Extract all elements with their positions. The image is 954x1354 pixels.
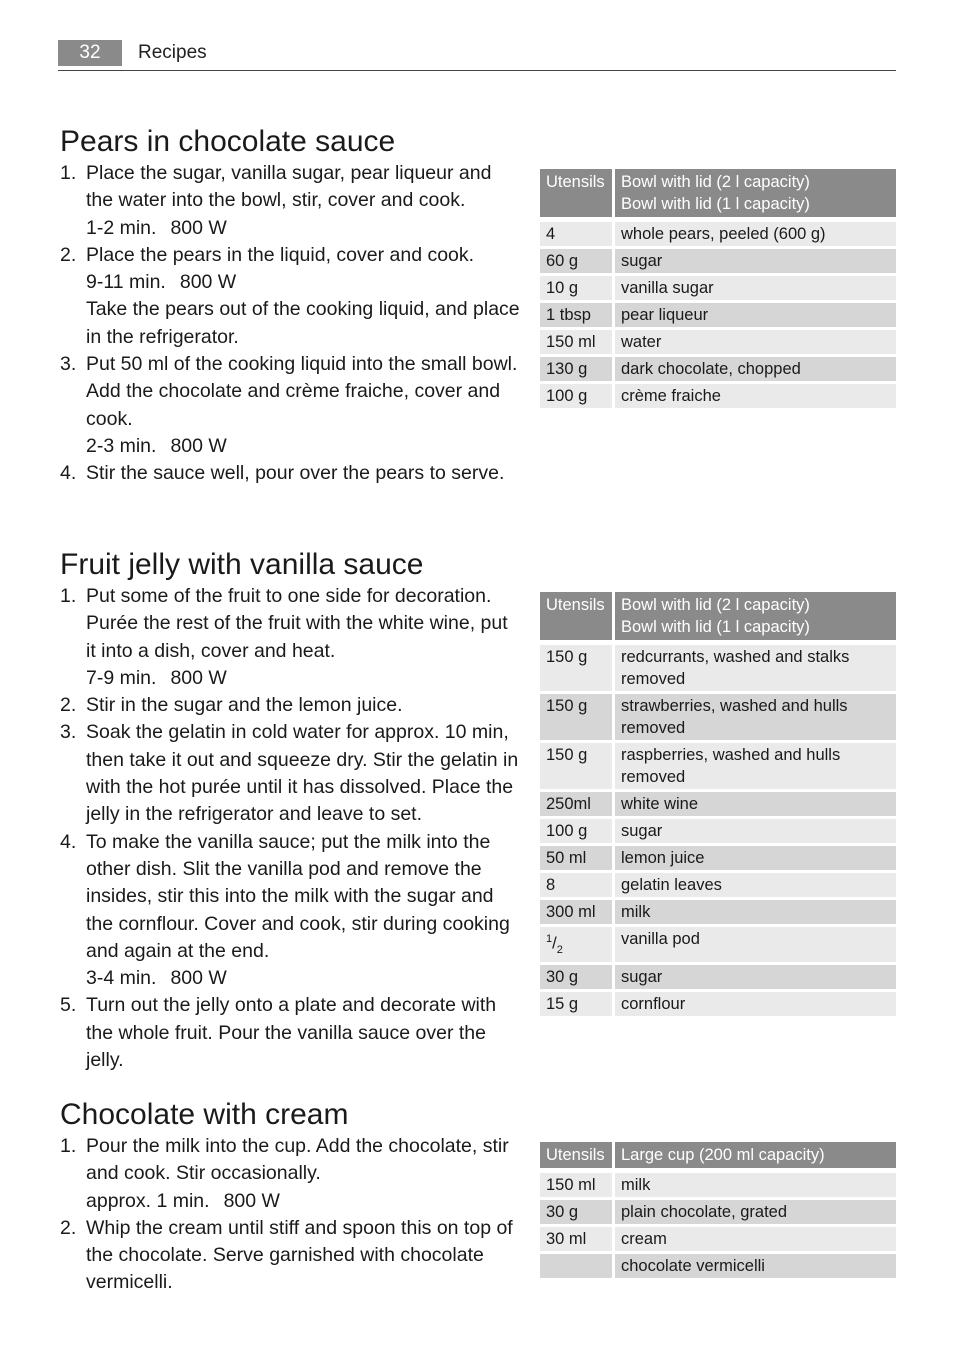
utensils-header: [540, 169, 896, 217]
ingredient-qty: 15 g: [540, 992, 612, 1016]
recipe-title: Pears in chocolate sauce: [60, 125, 396, 158]
time-value: 2-3 min.: [86, 434, 157, 457]
ingredient-item: lemon juice: [615, 846, 896, 870]
utensil: Large cup (200 ml capacity): [621, 1146, 825, 1164]
ingredient-row: [540, 900, 896, 924]
ingredient-row: [540, 249, 896, 273]
time-value: 9-11 min.: [86, 271, 166, 294]
recipe-title: Chocolate with cream: [60, 1098, 349, 1131]
step-number: 1.: [60, 1135, 77, 1157]
ingredient-qty: $^1/_2$: [540, 927, 612, 962]
ingredient-item: cream: [615, 1227, 896, 1251]
ingredient-row: [540, 1227, 896, 1251]
ingredient-qty: 100 g: [540, 819, 612, 843]
ingredient-row: [540, 965, 896, 989]
step-number: 1.: [60, 162, 77, 184]
ingredients-table: [540, 592, 896, 1019]
ingredient-item: sugar: [615, 249, 896, 273]
ingredient-qty: 150 g: [540, 694, 612, 740]
time-value: 3-4 min.: [86, 967, 157, 990]
step-number: 5.: [60, 994, 77, 1017]
cooking-time: [86, 665, 522, 692]
ingredient-item: pear liqueur: [615, 303, 896, 327]
power-value: 800 W: [170, 434, 227, 457]
step-text: Pour the milk into the cup. Add the chocolate, stir and cook. Stir occasionally.: [86, 1135, 509, 1185]
utensil: Bowl with lid (1 l capacity): [621, 618, 810, 636]
ingredient-row: [540, 846, 896, 870]
step-text: Stir in the sugar and the lemon juice.: [86, 694, 403, 717]
recipe-step: [60, 460, 522, 487]
step-text: Put 50 ml of the cooking liquid into the small bowl. Add the chocolate and crème fraiche, cover and cook.: [86, 353, 518, 430]
step-text: Stir the sauce well, pour over the pears to serve.: [86, 462, 505, 485]
utensil: Bowl with lid (2 l capacity): [621, 173, 810, 191]
ingredient-row: [540, 927, 896, 962]
utensils-list: [615, 1142, 896, 1168]
time-value: 7-9 min.: [86, 666, 157, 689]
recipe-steps: [60, 160, 522, 488]
ingredients-table: [540, 169, 896, 411]
step-text: Soak the gelatin in cold water for approx. 10 min, then take it out and squeeze dry. Stir the gelatin in with the hot purée until it has dissolved. Place the jelly in the refrigerator and leave to set.: [86, 721, 519, 826]
ingredient-qty: 150 ml: [540, 330, 612, 354]
utensil: Bowl with lid (1 l capacity): [621, 195, 810, 213]
recipe-step: [60, 242, 522, 351]
recipe-step: [60, 992, 522, 1074]
ingredient-item: plain chocolate, grated: [615, 1200, 896, 1224]
ingredient-row: [540, 694, 896, 740]
ingredient-qty: 10 g: [540, 276, 612, 300]
ingredient-item: whole pears, peeled (600 g): [615, 222, 896, 246]
ingredient-row: [540, 743, 896, 789]
ingredient-item: white wine: [615, 792, 896, 816]
ingredient-item: chocolate vermicelli: [615, 1254, 896, 1278]
step-number: 1.: [60, 585, 77, 607]
section-title: Recipes: [138, 42, 207, 63]
ingredient-row: [540, 357, 896, 381]
recipe-title: Fruit jelly with vanilla sauce: [60, 548, 424, 581]
ingredient-row: [540, 303, 896, 327]
step-number: 2.: [60, 1216, 77, 1239]
ingredient-row: [540, 992, 896, 1016]
cooking-time: [86, 269, 522, 296]
fraction-numerator: 1: [546, 933, 553, 945]
ingredient-row: [540, 276, 896, 300]
cooking-time: [86, 433, 522, 460]
utensils-list: [615, 592, 896, 640]
ingredient-qty: 130 g: [540, 357, 612, 381]
ingredient-item: vanilla pod: [615, 927, 896, 962]
ingredient-qty: 60 g: [540, 249, 612, 273]
ingredient-qty: 150 ml: [540, 1173, 612, 1197]
ingredient-item: milk: [615, 900, 896, 924]
ingredients-table: [540, 1142, 896, 1281]
ingredient-qty: 300 ml: [540, 900, 612, 924]
ingredient-qty: 4: [540, 222, 612, 246]
ingredient-qty: 8: [540, 873, 612, 897]
cooking-time: [86, 965, 522, 992]
ingredient-item: strawberries, washed and hulls removed: [615, 694, 896, 740]
time-value: approx. 1 min.: [86, 1189, 210, 1212]
ingredient-item: raspberries, washed and hulls removed: [615, 743, 896, 789]
step-text: Place the pears in the liquid, cover and cook.: [86, 243, 475, 266]
ingredient-row: [540, 1200, 896, 1224]
ingredient-item: cornflour: [615, 992, 896, 1016]
ingredient-rows: [540, 222, 896, 408]
cooking-time: [86, 1188, 522, 1215]
recipe-step: [60, 1215, 522, 1297]
utensils-label: Utensils: [540, 169, 612, 217]
cooking-time: [86, 215, 522, 242]
page-number: 32: [58, 40, 122, 66]
ingredient-item: water: [615, 330, 896, 354]
ingredient-qty: 1 tbsp: [540, 303, 612, 327]
step-text: Turn out the jelly onto a plate and decorate with the whole fruit. Pour the vanilla sauce over the jelly.: [86, 994, 497, 1072]
ingredient-qty: 250ml: [540, 792, 612, 816]
time-value: 1-2 min.: [86, 216, 157, 239]
step-number: 3.: [60, 353, 77, 376]
ingredient-qty: 30 g: [540, 965, 612, 989]
ingredient-qty: 50 ml: [540, 846, 612, 870]
step-text: Whip the cream until stiff and spoon this on top of the chocolate. Serve garnished with chocolate vermicelli.: [86, 1216, 513, 1294]
page-header: [58, 40, 896, 71]
step-number: 2.: [60, 694, 77, 717]
recipe-steps: [60, 1133, 522, 1297]
ingredient-qty: 100 g: [540, 384, 612, 408]
utensils-header: [540, 1142, 896, 1168]
recipe-step: [60, 583, 522, 692]
ingredient-rows: [540, 1173, 896, 1278]
power-value: 800 W: [179, 271, 237, 294]
utensils-label: Utensils: [540, 592, 612, 640]
ingredient-row: [540, 792, 896, 816]
ingredient-item: dark chocolate, chopped: [615, 357, 896, 381]
ingredient-rows: [540, 645, 896, 1016]
ingredient-item: vanilla sugar: [615, 276, 896, 300]
ingredient-item: sugar: [615, 819, 896, 843]
ingredient-qty: 150 g: [540, 743, 612, 789]
ingredient-qty: 30 ml: [540, 1227, 612, 1251]
ingredient-qty: [540, 1254, 612, 1278]
ingredient-item: sugar: [615, 965, 896, 989]
step-text: To make the vanilla sauce; put the milk into the other dish. Slit the vanilla pod and remove the insides, stir this into the milk with the sugar and the cornflour. Cover and cook, stir during cooking and again at the end.: [86, 830, 510, 962]
utensil: Bowl with lid (2 l capacity): [621, 596, 810, 614]
step-number: 4.: [60, 462, 77, 485]
recipe-step: [60, 829, 522, 993]
ingredient-row: [540, 819, 896, 843]
power-value: 800 W: [170, 216, 227, 239]
step-text: Put some of the fruit to one side for decoration. Purée the rest of the fruit with the white wine, put it into a dish, cover and heat.: [86, 585, 508, 662]
step-number: 4.: [60, 830, 77, 853]
utensils-label: Utensils: [540, 1142, 612, 1168]
power-value: 800 W: [170, 666, 227, 689]
ingredient-row: [540, 1254, 896, 1278]
ingredient-qty: 150 g: [540, 645, 612, 691]
recipe-step: [60, 1133, 522, 1215]
recipe-step: [60, 160, 522, 242]
ingredient-item: crème fraiche: [615, 384, 896, 408]
ingredient-item: redcurrants, washed and stalks removed: [615, 645, 896, 691]
recipe-step: [60, 351, 522, 460]
recipe-step: [60, 719, 522, 828]
ingredient-item: milk: [615, 1173, 896, 1197]
ingredient-row: [540, 222, 896, 246]
recipe-step: [60, 692, 522, 719]
step-text: Place the sugar, vanilla sugar, pear liqueur and the water into the bowl, stir, cover and cook.: [86, 162, 492, 212]
utensils-list: [615, 169, 896, 217]
power-value: 800 W: [170, 967, 227, 990]
fraction-denominator: 2: [556, 943, 563, 956]
ingredient-row: [540, 384, 896, 408]
utensils-header: [540, 592, 896, 640]
step-number: 2.: [60, 243, 77, 266]
ingredient-row: [540, 1173, 896, 1197]
step-text-after: Take the pears out of the cooking liquid, and place in the refrigerator.: [86, 298, 520, 348]
ingredient-item: gelatin leaves: [615, 873, 896, 897]
ingredient-row: [540, 873, 896, 897]
ingredient-row: [540, 645, 896, 691]
step-number: 3.: [60, 721, 77, 744]
power-value: 800 W: [223, 1189, 280, 1212]
ingredient-qty: 30 g: [540, 1200, 612, 1224]
recipe-steps: [60, 583, 522, 1074]
ingredient-row: [540, 330, 896, 354]
